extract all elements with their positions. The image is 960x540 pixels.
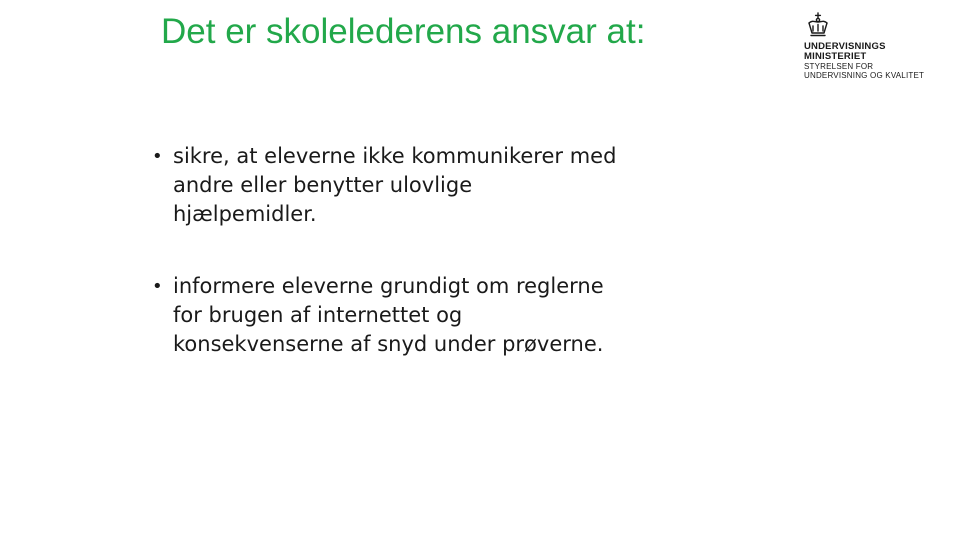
logo-text-line-3: STYRELSEN FOR <box>804 62 874 71</box>
bullet-dot-icon: • <box>152 276 163 297</box>
logo-text-line-1: UNDERVISNINGS <box>804 41 886 52</box>
ministry-logo <box>806 12 930 82</box>
bullet-item <box>150 272 620 359</box>
bullet-dot-icon: • <box>152 146 163 167</box>
slide-title: Det er skolelederens ansvar at: <box>161 12 646 51</box>
bullet-list <box>150 142 620 359</box>
bullet-item <box>150 142 620 229</box>
logo-text-line-2: MINISTERIET <box>804 51 867 62</box>
logo-text-line-4: UNDERVISNING OG KVALITET <box>804 71 925 80</box>
crown-icon <box>806 12 830 38</box>
bullet-text: sikre, at eleverne ikke kommunikerer med andre eller benytter ulovlige hjælpemidler. <box>173 144 617 226</box>
bullet-text: informere eleverne grundigt om reglerne for brugen af internettet og konsekvenserne af snyd under prøverne. <box>173 274 604 356</box>
